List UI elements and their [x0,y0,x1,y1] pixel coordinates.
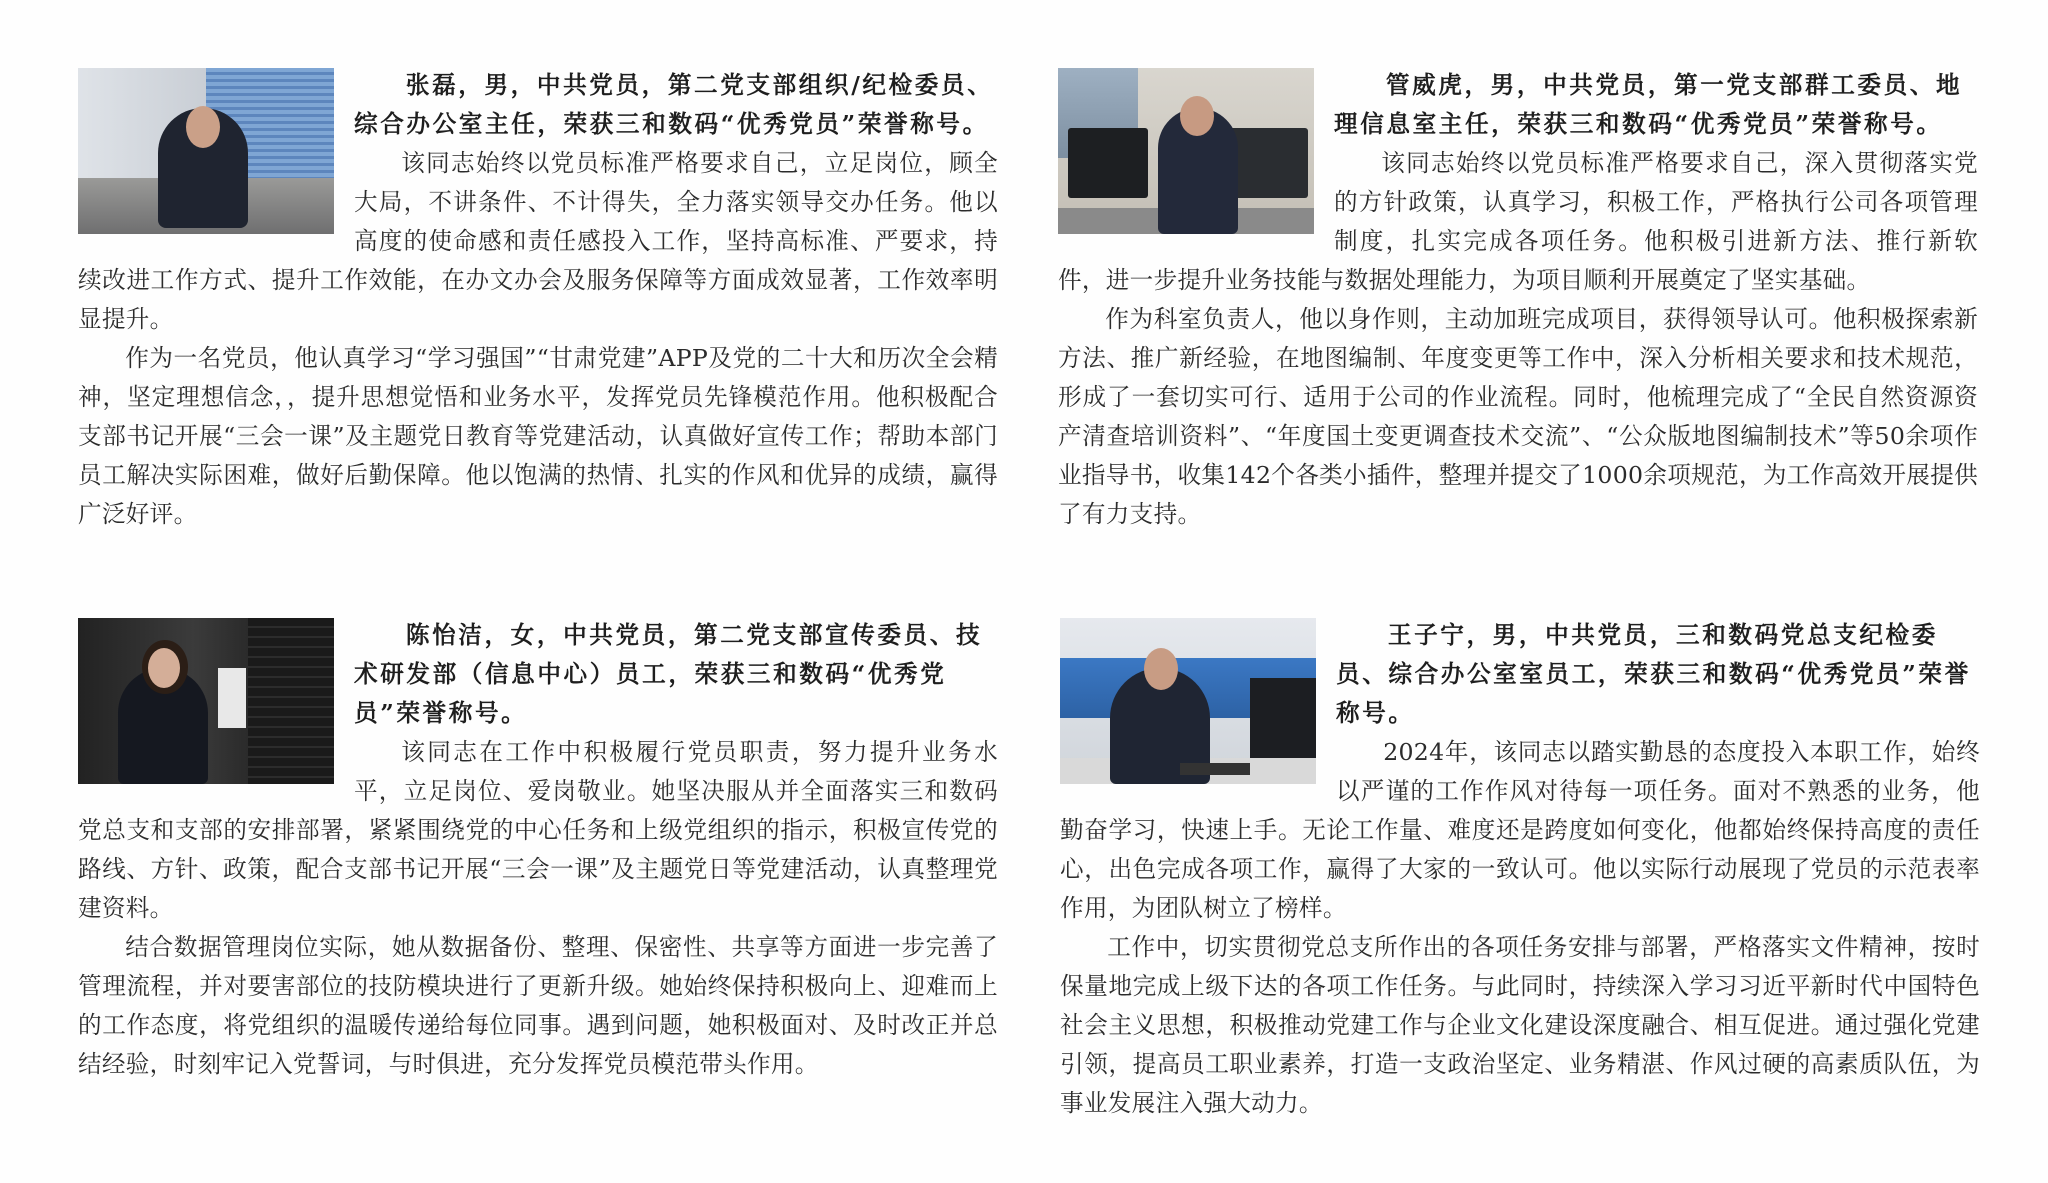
profile-paragraph: 作为一名党员，他认真学习“学习强国”“甘肃党建”APP及党的二十大和历次全会精神，坚定理想信念，，提升思想觉悟和业务水平，发挥党员先锋模范作用。他积极配合支部书记开展“三会一课”及主题党日教育等党建活动，认真做好宣传工作；帮助本部门员工解决实际困难，做好后勤保障。他以饱满的热情、扎实的作风和优异的成绩，赢得广泛好评。 [78,344,998,528]
profile-chen-yijie [78,616,998,1084]
photo-guan-weihu [1058,68,1314,234]
profile-paragraph: 2024年，该同志以踏实勤恳的态度投入本职工作，始终以严谨的工作作风对待每一项任务。面对不熟悉的业务，他勤奋学习，快速上手。无论工作量、难度还是跨度如何变化，他都始终保持高度的责任心，出色完成各项工作，赢得了大家的一致认可。他以实际行动展现了党员的示范表率作用，为团队树立了榜样。 [1060,738,1980,922]
profile-paragraph: 该同志在工作中积极履行党员职责，努力提升业务水平，立足岗位、爱岗敬业。她坚决服从并全面落实三和数码党总支和支部的安排部署，紧紧围绕党的中心任务和上级党组织的指示，积极宣传党的路线、方针、政策，配合支部书记开展“三会一课”及主题党日等党建活动，认真整理党建资料。 [78,738,998,922]
profile-heading: 张磊，男，中共党员，第二党支部组织/纪检委员、综合办公室主任，荣获三和数码“优秀党员”荣誉称号。 [354,71,994,138]
profile-paragraph: 该同志始终以党员标准严格要求自己，立足岗位，顾全大局，不讲条件、不计得失，全力落实领导交办任务。他以高度的使命感和责任感投入工作，坚持高标准、严要求，持续改进工作方式、提升工作效能，在办文办会及服务保障等方面成效显著，工作效率明显提升。 [78,149,998,333]
profile-paragraph: 工作中，切实贯彻党总支所作出的各项任务安排与部署，严格落实文件精神，按时保量地完成上级下达的各项工作任务。与此同时，持续深入学习习近平新时代中国特色社会主义思想，积极推动党建工作与企业文化建设深度融合、相互促进。通过强化党建引领，提高员工职业素养，打造一支政治坚定、业务精湛、作风过硬的高素质队伍，为事业发展注入强大动力。 [1060,933,1980,1117]
photo-zhang-lei [78,68,334,234]
profile-wang-zining [1060,616,1980,1123]
profile-paragraph: 结合数据管理岗位实际，她从数据备份、整理、保密性、共享等方面进一步完善了管理流程，并对要害部位的技防模块进行了更新升级。她始终保持积极向上、迎难而上的工作态度，将党组织的温暖传递给每位同事。遇到问题，她积极面对、及时改正并总结经验，时刻牢记入党誓词，与时俱进，充分发挥党员模范带头作用。 [78,933,998,1078]
photo-chen-yijie [78,618,334,784]
profile-heading: 王子宁，男，中共党员，三和数码党总支纪检委员、综合办公室室员工，荣获三和数码“优秀党员”荣誉称号。 [1336,621,1971,727]
profile-paragraph: 该同志始终以党员标准严格要求自己，深入贯彻落实党的方针政策，认真学习，积极工作，严格执行公司各项管理制度，扎实完成各项任务。他积极引进新方法、推行新软件，进一步提升业务技能与数据处理能力，为项目顺利开展奠定了坚实基础。 [1058,149,1978,294]
profile-guan-weihu [1058,66,1978,534]
profile-paragraph: 作为科室负责人，他以身作则，主动加班完成项目，获得领导认可。他积极探索新方法、推广新经验，在地图编制、年度变更等工作中，深入分析相关要求和技术规范，形成了一套切实可行、适用于公司的作业流程。同时，他梳理完成了“全民自然资源资产清查培训资料”、“年度国土变更调查技术交流”、“公众版地图编制技术”等50余项作业指导书，收集142个各类小插件，整理并提交了1000余项规范，为工作高效开展提供了有力支持。 [1058,305,1978,528]
photo-wang-zining [1060,618,1316,784]
profile-zhang-lei [78,66,998,534]
profile-heading: 管威虎，男，中共党员，第一党支部群工委员、地理信息室主任，荣获三和数码“优秀党员”荣誉称号。 [1334,71,1963,138]
profile-heading: 陈怡洁，女，中共党员，第二党支部宣传委员、技术研发部（信息中心）员工，荣获三和数码“优秀党员”荣誉称号。 [354,621,983,727]
